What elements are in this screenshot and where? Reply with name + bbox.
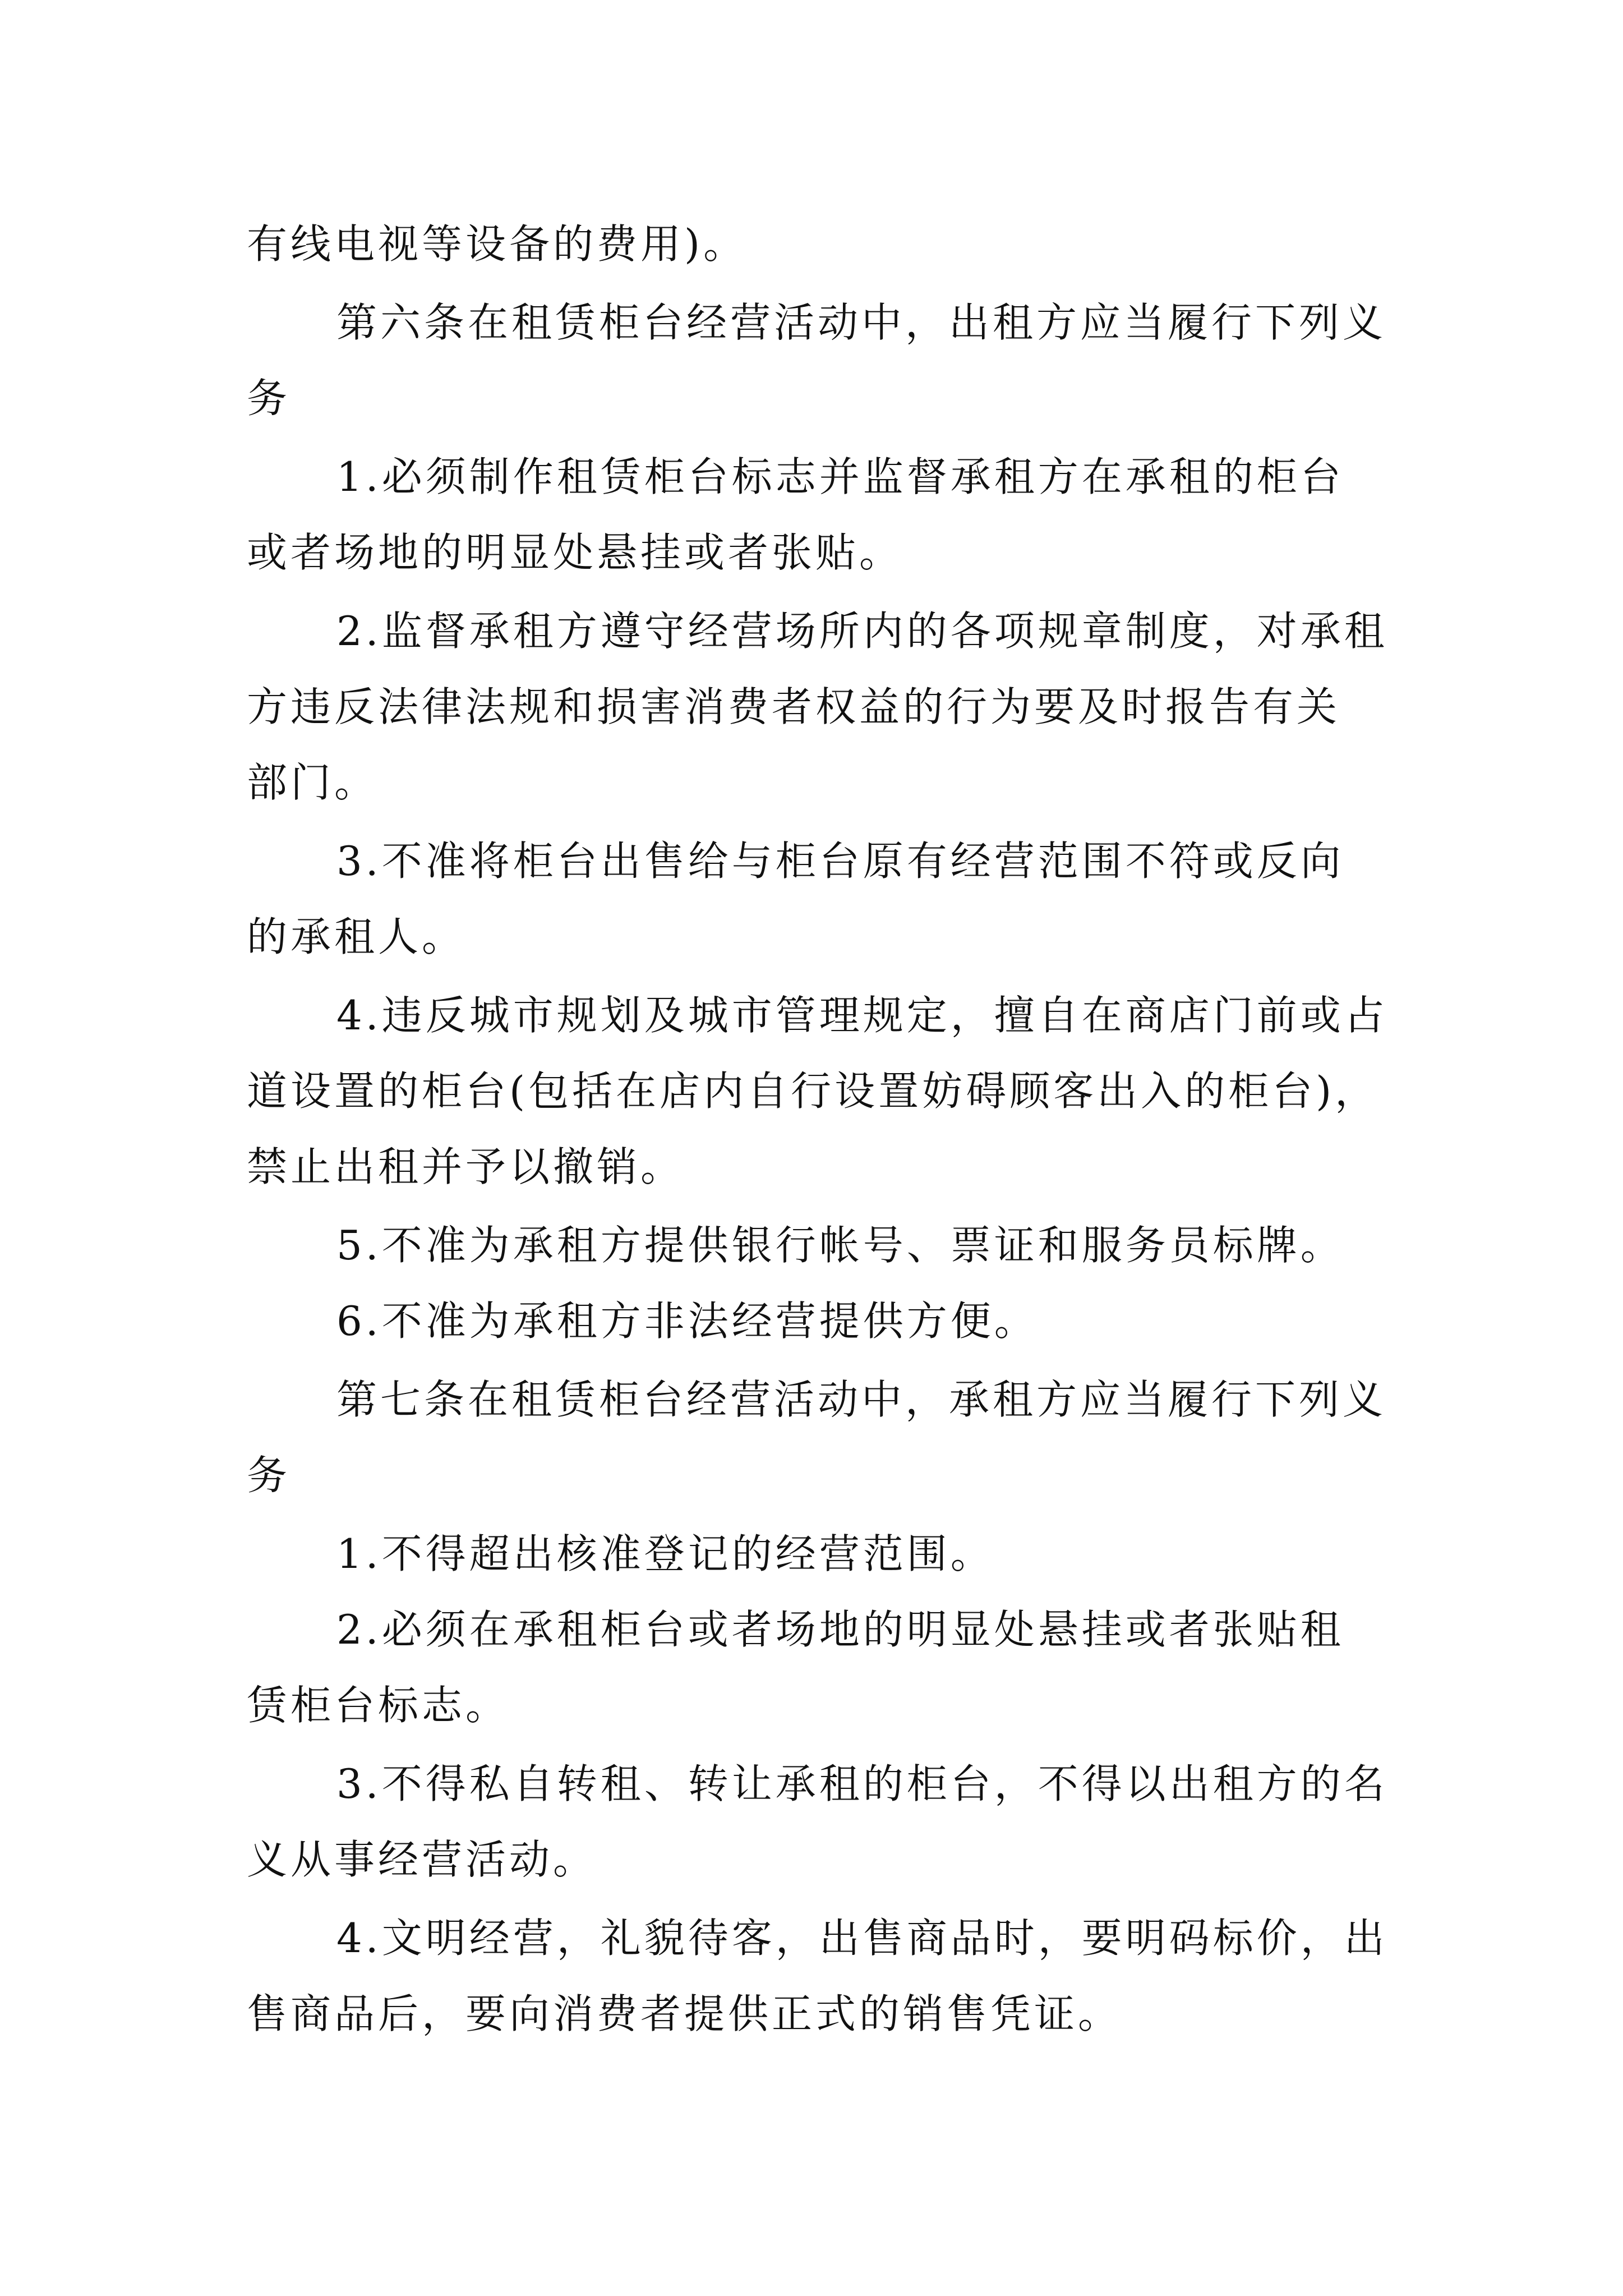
list-item: 1.不得超出核准登记的经营范围。 xyxy=(336,1530,994,1577)
text-line: 务 xyxy=(247,1452,291,1499)
article-6-heading: 第六条在租赁柜台经营活动中，出租方应当履行下列义 xyxy=(336,299,1387,346)
list-item: 3.不准将柜台出售给与柜台原有经营范围不符或反向 xyxy=(336,838,1344,885)
list-item: 4.文明经营，礼貌待客，出售商品时，要明码标价，出 xyxy=(336,1915,1388,1962)
text-line: 务 xyxy=(247,375,291,422)
text-line: 或者场地的明显处悬挂或者张贴。 xyxy=(247,529,903,576)
text-line: 有线电视等设备的费用)。 xyxy=(247,220,748,268)
list-item: 4.违反城市规划及城市管理规定，擅自在商店门前或占 xyxy=(336,992,1388,1039)
text-line: 禁止出租并予以撤销。 xyxy=(247,1143,685,1190)
text-line: 道设置的柜台(包括在店内自行设置妨碍顾客出入的柜台)， xyxy=(247,1068,1379,1115)
text-line: 的承租人。 xyxy=(247,913,466,960)
article-7-heading: 第七条在租赁柜台经营活动中，承租方应当履行下列义 xyxy=(336,1376,1387,1423)
list-item: 1.必须制作租赁柜台标志并监督承租方在承租的柜台 xyxy=(336,453,1344,500)
list-item: 6.不准为承租方非法经营提供方便。 xyxy=(336,1297,1038,1345)
text-line: 义从事经营活动。 xyxy=(247,1836,597,1883)
text-line: 部门。 xyxy=(247,759,379,806)
list-item: 5.不准为承租方提供银行帐号、票证和服务员标牌。 xyxy=(336,1222,1344,1269)
list-item: 3.不得私自转租、转让承租的柜台，不得以出租方的名 xyxy=(336,1760,1388,1807)
text-line: 售商品后，要向消费者提供正式的销售凭证。 xyxy=(247,1990,1122,2037)
text-line: 赁柜台标志。 xyxy=(247,1682,510,1729)
text-line: 方违反法律法规和损害消费者权益的行为要及时报告有关 xyxy=(247,683,1341,730)
list-item: 2.必须在承租柜台或者场地的明显处悬挂或者张贴租 xyxy=(336,1606,1344,1653)
list-item: 2.监督承租方遵守经营场所内的各项规章制度，对承租 xyxy=(336,608,1388,655)
